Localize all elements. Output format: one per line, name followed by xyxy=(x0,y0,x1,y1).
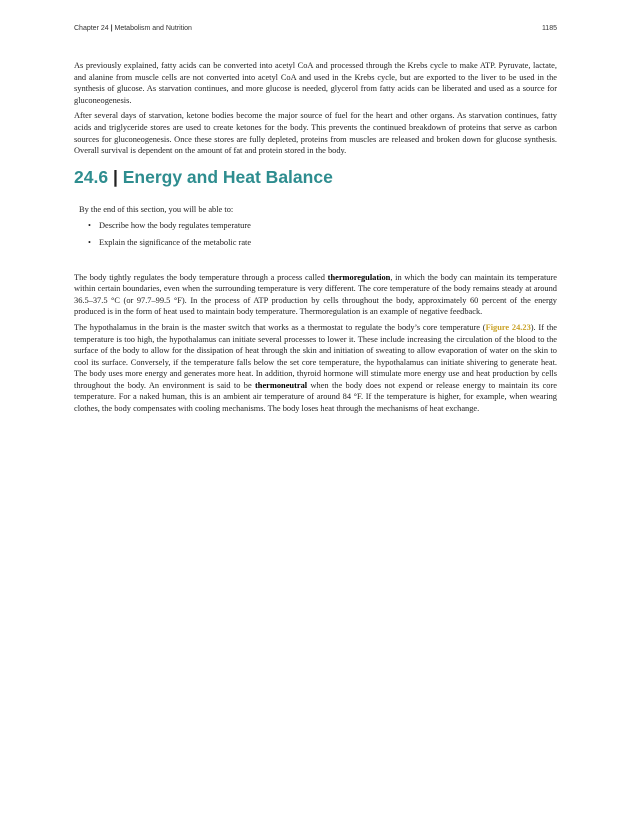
bullet-icon: • xyxy=(88,237,91,247)
paragraph-ketone-bodies: After several days of starvation, ketone bodies become the major source of fuel for the heart and other organs. As starvation continues, fatty acids and triglyceride stores are used to create ketones for the body. This prevents the continued breakdown of proteins that serve as carbon sources for gluconeogenesis. Once these stores are fully depleted, proteins from muscles are released and broken down for glucose synthesis. Overall survival is dependent on the amount of fat and protein stored in the body. xyxy=(74,111,557,156)
section-separator: | xyxy=(112,166,118,187)
p4-text-start: The hypothalamus in the brain is the master switch that works as a thermostat to regulate the body’s core temperature ( xyxy=(74,322,486,332)
objective-text: Explain the significance of the metabolic rate xyxy=(99,237,252,247)
chapter-title: Metabolism and Nutrition xyxy=(114,25,192,32)
header-separator: | xyxy=(110,25,113,32)
running-header-chapter xyxy=(74,25,192,32)
objective-item xyxy=(79,220,557,232)
p3-text-end: , in which the body can maintain its temperature within certain boundaries, even when the surrounding temperature is very different. The core temperature of the body remains steady at around 36.5–37.5 °C (or 97.7–99.5 °F). In the process of ATP production by cells throughout the body, approximately 60 percent of the energy produced is in the form of heat used to maintain body temperature. Thermoregulation is an example of negative feedback. xyxy=(74,272,557,317)
objectives-list xyxy=(79,220,557,248)
objective-text: Describe how the body regulates temperature xyxy=(99,221,251,231)
p3-text-start: The body tightly regulates the body temperature through a process called xyxy=(74,272,328,282)
key-term-thermoregulation: thermoregulation xyxy=(327,272,391,282)
key-term-thermoneutral: thermoneutral xyxy=(255,380,308,390)
chapter-number: Chapter 24 xyxy=(74,25,109,32)
p4-text-middle: ). If the temperature is too high, the hypothalamus can initiate several processes to lower it. These include increasing the circulation of the blood to the surface of the body to allow for the dissipation of heat through the skin and initiation of sweating to allow evaporation of water on the skin to cool its surface. Conversely, if the temperature falls below the set core temperature, the hypothalamus can initiate shivering to generate heat. The body uses more energy and generates more heat. In addition, thyroid hormone will stimulate more energy use and heat production by cells throughout the body. An environment is said to be xyxy=(74,322,557,390)
bullet-icon: • xyxy=(88,221,91,231)
learning-objectives xyxy=(79,204,557,249)
paragraph-hypothalamus xyxy=(74,322,557,415)
figure-reference-link[interactable]: Figure 24.23 xyxy=(485,322,531,332)
section-heading xyxy=(74,167,557,187)
objectives-intro: By the end of this section, you will be able to: xyxy=(79,204,234,214)
objective-item xyxy=(79,237,557,249)
paragraph-fatty-acids: As previously explained, fatty acids can be converted into acetyl CoA and processed through the Krebs cycle to make ATP. Pyruvate, lactate, and alanine from muscle cells are not converted into acetyl CoA and used in the Krebs cycle, but are exported to the liver to be used in the synthesis of glucose. As starvation continues, and more glucose is needed, glycerol from fatty acids can be liberated and used as a source for gluconeogenesis. xyxy=(74,61,557,105)
page-content xyxy=(74,60,557,419)
p4-text-end: when the body does not expend or release energy to maintain its core temperature. For a naked human, this is an ambient air temperature of around 84 °F. If the temperature is higher, for example, when wearing clothes, the body compensates with cooling mechanisms. The body loses heat through the mechanisms of heat exchange. xyxy=(74,380,557,414)
page-number: 1185 xyxy=(541,25,557,32)
section-title: Energy and Heat Balance xyxy=(122,166,333,187)
paragraph-thermoregulation xyxy=(74,272,557,318)
section-number: 24.6 xyxy=(74,166,109,187)
